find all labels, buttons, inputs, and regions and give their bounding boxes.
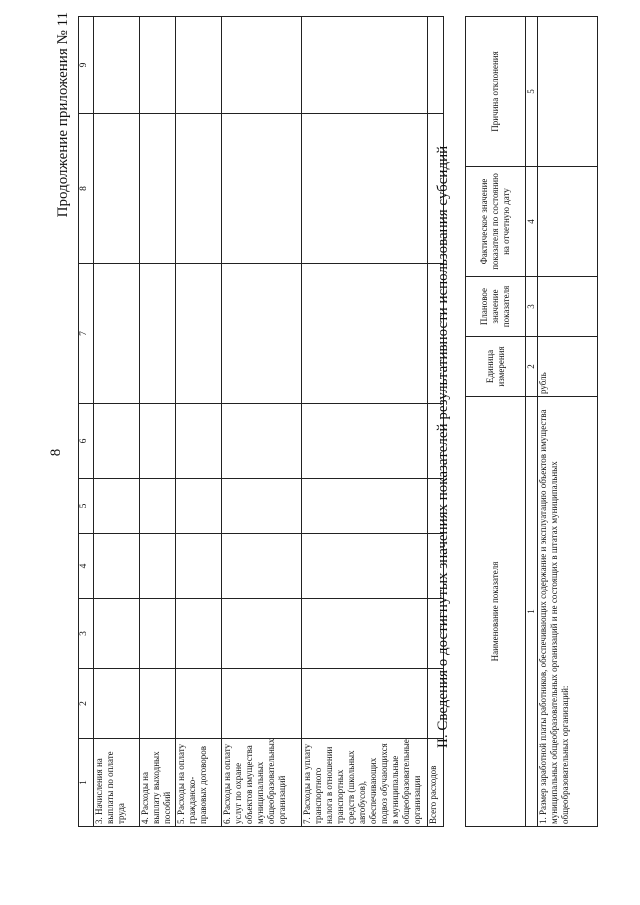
table-row — [222, 17, 302, 827]
col-number: 2 — [79, 669, 94, 739]
row-label: 4. Расходы на выплату выходных пособий — [140, 739, 176, 827]
indicator-unit: рубль — [538, 337, 598, 397]
col-number: 5 — [526, 17, 538, 167]
header-unit: Единица измерения — [466, 337, 526, 397]
indicators-table — [465, 16, 598, 827]
expenses-table — [78, 16, 444, 827]
header-indicator-name: Наименование показателя — [466, 397, 526, 827]
table-row — [176, 17, 222, 827]
section-title: II. Сведения о достигнутых значениях показателей результативности использования субсидий — [435, 145, 451, 749]
table-row — [302, 17, 428, 827]
table-number-row — [526, 17, 538, 827]
header-deviation-reason: Причина отклонения — [466, 17, 526, 167]
table-header-row — [466, 17, 526, 827]
indicator-name: 1. Размер заработной платы работников, обеспечивающих содержание и эксплуатацию объектов имущества муниципальных общеобразовательных организаций и не состоящих в штатах муниципальных общеобразовательных организаций: — [538, 397, 598, 827]
col-number: 3 — [79, 599, 94, 669]
row-label: 5. Расходы на оплату гражданско-правовых договоров — [176, 739, 222, 827]
col-number: 9 — [79, 17, 94, 114]
col-number: 2 — [526, 337, 538, 397]
row-label: 7. Расходы на уплату транспортного налога в отношении транспортных средств (школьных автобусов), обеспечивающих подвоз обучающихся в муниципальные общеобразовательные организации — [302, 739, 428, 827]
col-number: 6 — [79, 404, 94, 479]
table-row — [94, 17, 140, 827]
row-label: Всего расходов — [428, 739, 444, 827]
col-number: 8 — [79, 114, 94, 264]
col-number: 7 — [79, 264, 94, 404]
table-row — [538, 17, 598, 827]
row-label: 6. Расходы на оплату услуг по охране объектов имущества муниципальных общеобразовательных организаций — [222, 739, 302, 827]
col-number: 1 — [526, 397, 538, 827]
header-planned-value: Плановое значение показателя — [466, 277, 526, 337]
table-header-row — [79, 17, 94, 827]
row-label: 3. Начисления на выплаты по оплате труда — [94, 739, 140, 827]
table-row — [140, 17, 176, 827]
col-number: 4 — [79, 534, 94, 599]
header-actual-value: Фактическое значение показателя по состоянию на отчетную дату — [466, 167, 526, 277]
continuation-title: Продолжение приложения № 11 — [55, 12, 71, 218]
col-number: 3 — [526, 277, 538, 337]
col-number: 1 — [79, 739, 94, 827]
col-number: 5 — [79, 479, 94, 534]
col-number: 4 — [526, 167, 538, 277]
page-number: 8 — [48, 448, 64, 457]
